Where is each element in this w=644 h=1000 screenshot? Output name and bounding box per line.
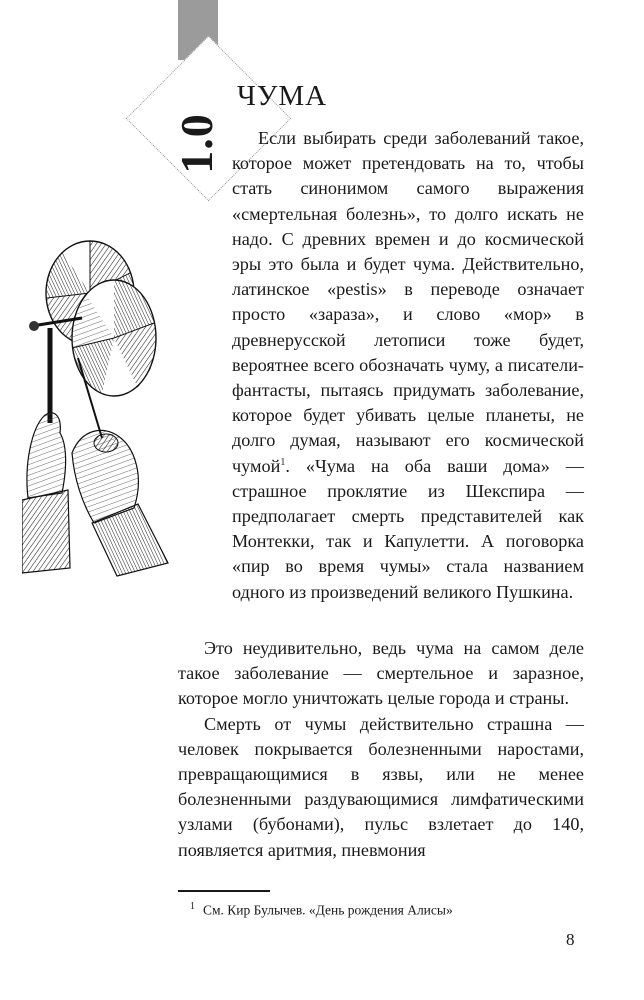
footnote-mark: 1 [190,901,195,912]
paragraph: Смерть от чумы действительно страшна — человек покрывается болезненными наростами, превращающимися в язвы, или не менее болезненными раздувающимися лимфатическими узлами (бубонами), пульс взлетает до 140, появляется аритмия, пневмония [178,713,584,860]
paragraph-text: Если выбирать среди заболеваний такое, которое может претендовать на то, чтобы стать синонимом самого выражения «смертельная болезнь», то долго искать не надо. С древних времен и до космической эры это была и будет чума. Действительно, латинское «pestis» в переводе означает просто «зараза», и слово «мор» в древнерусской летописи тоже будет, вероятнее всего обозначать чуму, а писатели-фантасты, пытаясь придумать заболевание, которое будет убивать целые планеты, не долго думая, называют его космической чумой [232,128,584,476]
footnote [190,898,453,920]
paragraph-text: . «Чума на оба ваши дома» — страшное проклятие из Шекспира — предполагает смерть представителей как Монтекки, так и Капулетти. А поговорка «пир во время чумы» стала названием одного из произведений великого Пушкина. [232,455,584,602]
main-text-column [232,126,584,605]
page-number: 8 [566,930,575,949]
chapter-title: ЧУМА [237,80,328,112]
paragraph [232,126,584,605]
footnote-divider [178,890,270,892]
section-number [170,98,222,188]
section-number-text: 1.0 [170,112,222,174]
paragraph: Это неудивительно, ведь чума на самом деле такое заболевание — смертельное и заразное, которое могло уничтожать целые города и страны. [178,638,584,709]
full-width-text [178,636,584,863]
hands-holding-color-wheel-engraving [22,238,172,583]
footnote-reference: 1 [280,456,286,468]
footnote-text: См. Кир Булычев. «День рождения Алисы» [203,902,453,918]
